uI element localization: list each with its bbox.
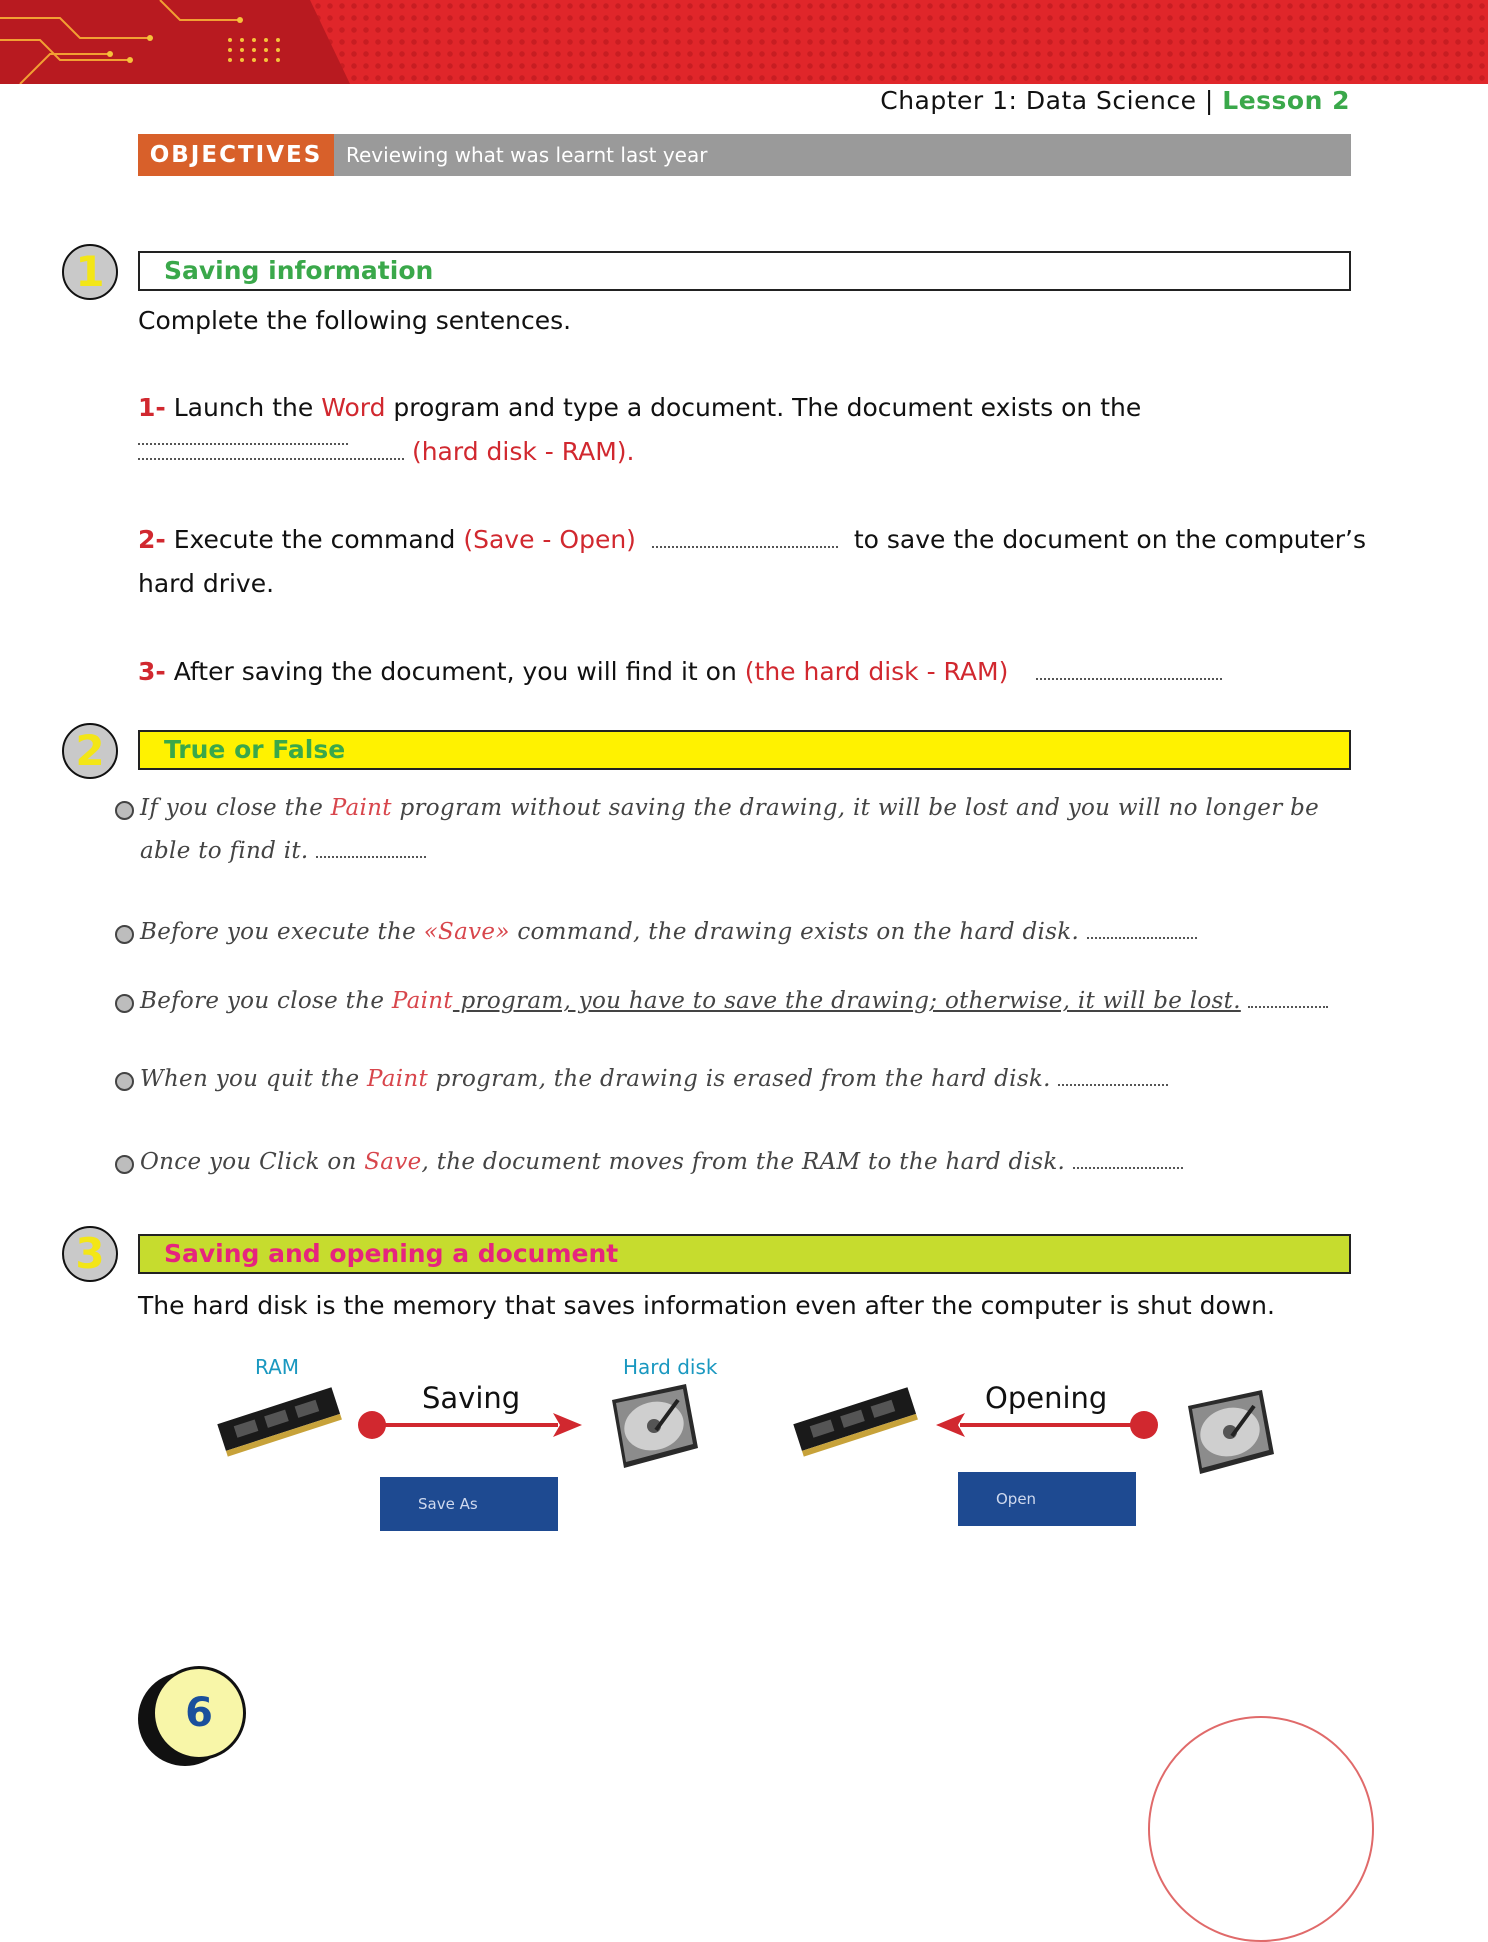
tf4-b: Paint (366, 1066, 429, 1092)
tf-statement-1 (140, 795, 1352, 821)
tf5-c: , the document moves from the RAM to the hard disk. (421, 1149, 1066, 1175)
tf-bullet-4[interactable] (115, 1072, 134, 1091)
objectives-text: Reviewing what was learnt last year (346, 143, 708, 167)
tf4-c: program, the drawing is erased from the hard disk. (428, 1066, 1051, 1092)
tf2-blank[interactable] (1087, 936, 1197, 939)
question-2-line-2: hard drive. (138, 569, 275, 598)
tf3-blank[interactable] (1248, 1005, 1328, 1008)
tf3-b: Paint (391, 988, 453, 1014)
hard-disk-icon-opening (1174, 1384, 1278, 1480)
tf3-a: Before you close the (140, 988, 392, 1014)
hard-disk-label: Hard disk (623, 1355, 718, 1379)
tf1-blank[interactable] (316, 855, 426, 858)
save-as-button[interactable]: Save As (380, 1477, 558, 1531)
q3-blank[interactable] (1036, 677, 1222, 680)
q2-options: (Save - Open) (463, 525, 636, 554)
tf5-a: Once you Click on (140, 1149, 365, 1175)
opening-label: Opening (985, 1381, 1108, 1415)
open-button[interactable]: Open (958, 1472, 1136, 1526)
section-3-title-bar: Saving and opening a document (138, 1234, 1351, 1274)
objectives-tag: OBJECTIVES (138, 134, 334, 176)
tf-statement-2 (140, 919, 1197, 945)
q1-pre: Launch the (173, 393, 322, 422)
page-number-badge (152, 1666, 246, 1760)
ram-icon (214, 1380, 344, 1460)
tf2-a: Before you execute the (140, 919, 424, 945)
q1-post: program and type a document. The document exists on the (385, 393, 1142, 422)
objectives-bar (138, 134, 1351, 176)
section-1-number-badge: 1 (62, 244, 118, 300)
q2-post: to save the document on the computer’s (853, 525, 1366, 554)
ram-label: RAM (255, 1355, 300, 1379)
q1-number: 1- (138, 393, 166, 422)
tf-statement-4 (140, 1066, 1168, 1092)
section-1-instruction: Complete the following sentences. (138, 306, 572, 335)
q2-pre: Execute the command (173, 525, 464, 554)
tf-bullet-1[interactable] (115, 801, 134, 820)
q3-pre: After saving the document, you will find it on (173, 657, 745, 686)
chapter-text: Chapter 1: Data Science | (880, 86, 1214, 115)
tf-bullet-2[interactable] (115, 925, 134, 944)
tf-bullet-3[interactable] (115, 994, 134, 1013)
q3-number: 3- (138, 657, 166, 686)
question-1-line-2 (138, 437, 635, 466)
tf4-a: When you quit the (140, 1066, 367, 1092)
tf1-d: able to find it. (140, 838, 309, 864)
tf-statement-5 (140, 1149, 1183, 1175)
q2-number: 2- (138, 525, 166, 554)
ram-icon-opening (790, 1380, 920, 1460)
q1-blank-2[interactable] (138, 457, 404, 460)
tf4-blank[interactable] (1058, 1083, 1168, 1086)
q2-blank[interactable] (652, 545, 838, 548)
hard-disk-icon (598, 1378, 702, 1474)
top-banner (0, 0, 1488, 84)
page-number: 6 (185, 1690, 213, 1736)
circuit-decoration (0, 0, 360, 84)
tf-statement-3 (140, 988, 1328, 1014)
tf-statement-1-line-2 (140, 838, 426, 864)
q1-word: Word (321, 393, 386, 422)
tf2-c: command, the drawing exists on the hard disk. (509, 919, 1080, 945)
tf1-b: Paint (330, 795, 392, 821)
section-3-text: The hard disk is the memory that saves information even after the computer is shut down. (138, 1291, 1275, 1320)
question-3 (138, 657, 1222, 686)
saving-label: Saving (422, 1381, 521, 1415)
chapter-lesson-header (880, 86, 1350, 115)
q3-options: (the hard disk - RAM) (744, 657, 1009, 686)
section-3-number-badge: 3 (62, 1226, 118, 1282)
section-2-number-badge: 2 (62, 723, 118, 779)
section-2-title-bar: True or False (138, 730, 1351, 770)
tf5-b: Save (364, 1149, 422, 1175)
q1-options: (hard disk - RAM). (411, 437, 635, 466)
tf3-c: program, you have to save the drawing; otherwise, it will be lost. (452, 988, 1241, 1014)
lesson-text: Lesson 2 (1222, 86, 1350, 115)
tf5-blank[interactable] (1073, 1166, 1183, 1169)
tf1-c: program without saving the drawing, it will be lost and you will no longer be (391, 795, 1320, 821)
section-1-title-bar: Saving information (138, 251, 1351, 291)
question-2 (138, 525, 1366, 554)
decorative-arc (1148, 1716, 1374, 1942)
tf-bullet-5[interactable] (115, 1155, 134, 1174)
tf2-b: «Save» (423, 919, 510, 945)
tf1-a: If you close the (140, 795, 331, 821)
